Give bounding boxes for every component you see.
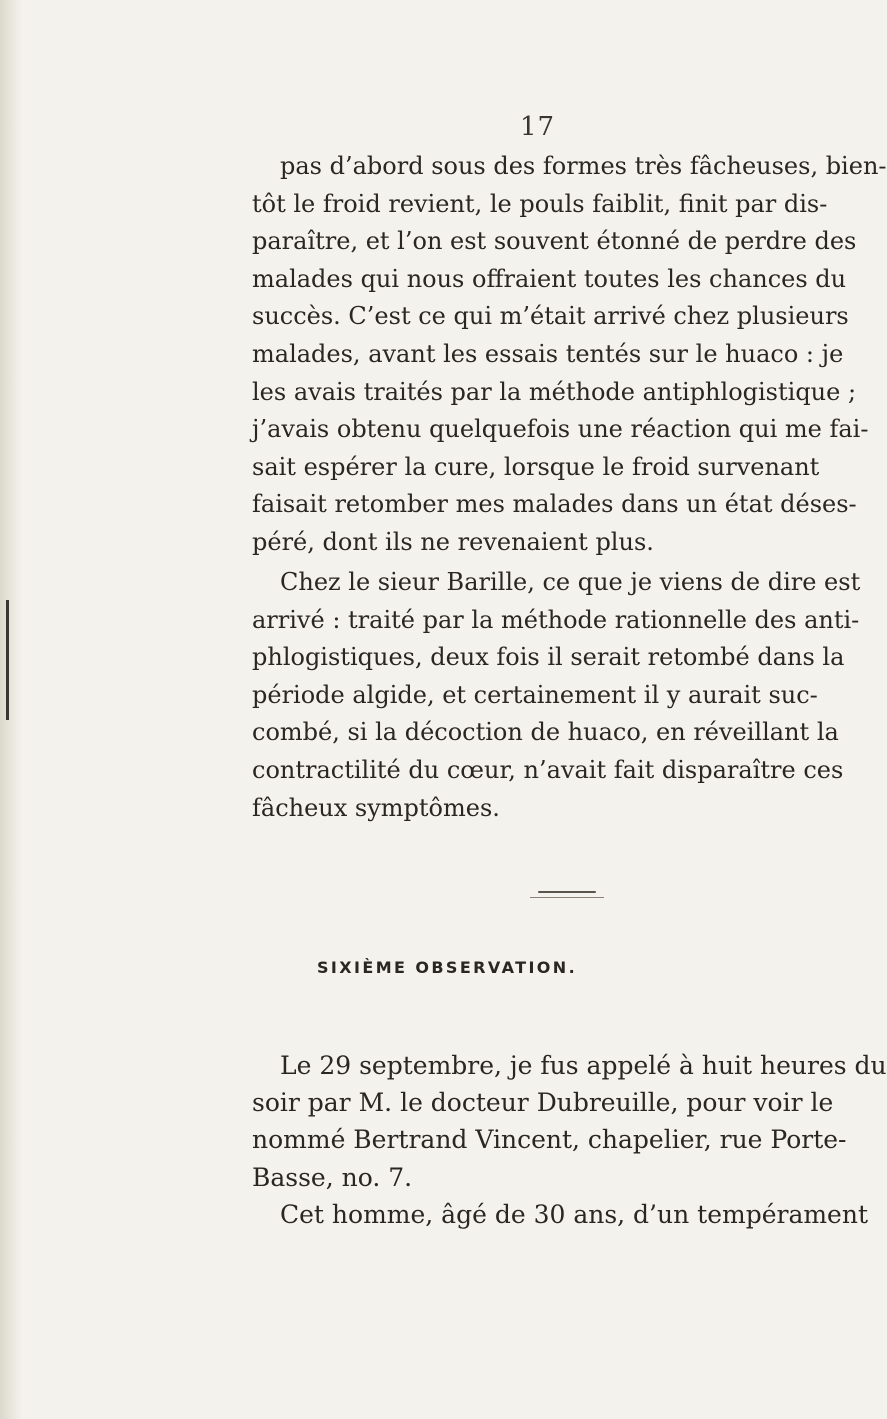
text-line: période algide, et certainement il y aurait suc- bbox=[252, 680, 818, 709]
paragraph-4 bbox=[252, 1196, 869, 1233]
section-divider bbox=[538, 891, 596, 893]
text-line: paraître, et l’on est souvent étonné de perdre des bbox=[252, 227, 857, 256]
text-line: fâcheux symptômes. bbox=[252, 793, 500, 822]
text-line: sait espérer la cure, lorsque le froid survenant bbox=[252, 452, 820, 481]
page-number: 17 bbox=[520, 112, 556, 142]
text-line: combé, si la décoction de huaco, en réveillant la bbox=[252, 718, 839, 747]
text-line: soir par M. le docteur Dubreuille, pour voir le bbox=[252, 1088, 834, 1118]
text-line: péré, dont ils ne revenaient plus. bbox=[252, 527, 654, 556]
page-edge-mark bbox=[6, 600, 9, 720]
text-line: arrivé : traité par la méthode rationnelle des anti- bbox=[252, 605, 860, 634]
text-line: tôt le froid revient, le pouls faiblit, finit par dis- bbox=[252, 189, 828, 218]
text-line: succès. C’est ce qui m’était arrivé chez plusieurs bbox=[252, 302, 849, 331]
text-line: Chez le sieur Barille, ce que je viens de dire est bbox=[280, 568, 861, 596]
text-line: Basse, no. 7. bbox=[252, 1162, 413, 1192]
paragraph-1 bbox=[252, 148, 887, 562]
page-gutter-shadow bbox=[0, 0, 22, 1419]
text-line: j’avais obtenu quelquefois une réaction qui me fai- bbox=[252, 415, 869, 444]
text-line: Le 29 septembre, je fus appelé à huit heures du bbox=[280, 1051, 887, 1080]
paragraph-2 bbox=[252, 564, 861, 827]
text-line: phlogistiques, deux fois il serait retombé dans la bbox=[252, 643, 845, 672]
text-line: malades qui nous offraient toutes les chances du bbox=[252, 264, 847, 293]
paragraph-3 bbox=[252, 1047, 887, 1196]
text-line: faisait retomber mes malades dans un état déses- bbox=[252, 490, 857, 519]
text-line: pas d’abord sous des formes très fâcheuses, bien- bbox=[280, 152, 887, 180]
text-line: nommé Bertrand Vincent, chapelier, rue Porte- bbox=[252, 1125, 847, 1155]
section-heading: SIXIÈME OBSERVATION. bbox=[317, 958, 578, 977]
text-line: malades, avant les essais tentés sur le huaco : je bbox=[252, 339, 844, 368]
section-divider-underline bbox=[530, 897, 604, 898]
text-line: les avais traités par la méthode antiphlogistique ; bbox=[252, 377, 857, 406]
text-line: contractilité du cœur, n’avait fait disparaître ces bbox=[252, 755, 844, 784]
text-line: Cet homme, âgé de 30 ans, d’un tempérament bbox=[280, 1200, 869, 1229]
